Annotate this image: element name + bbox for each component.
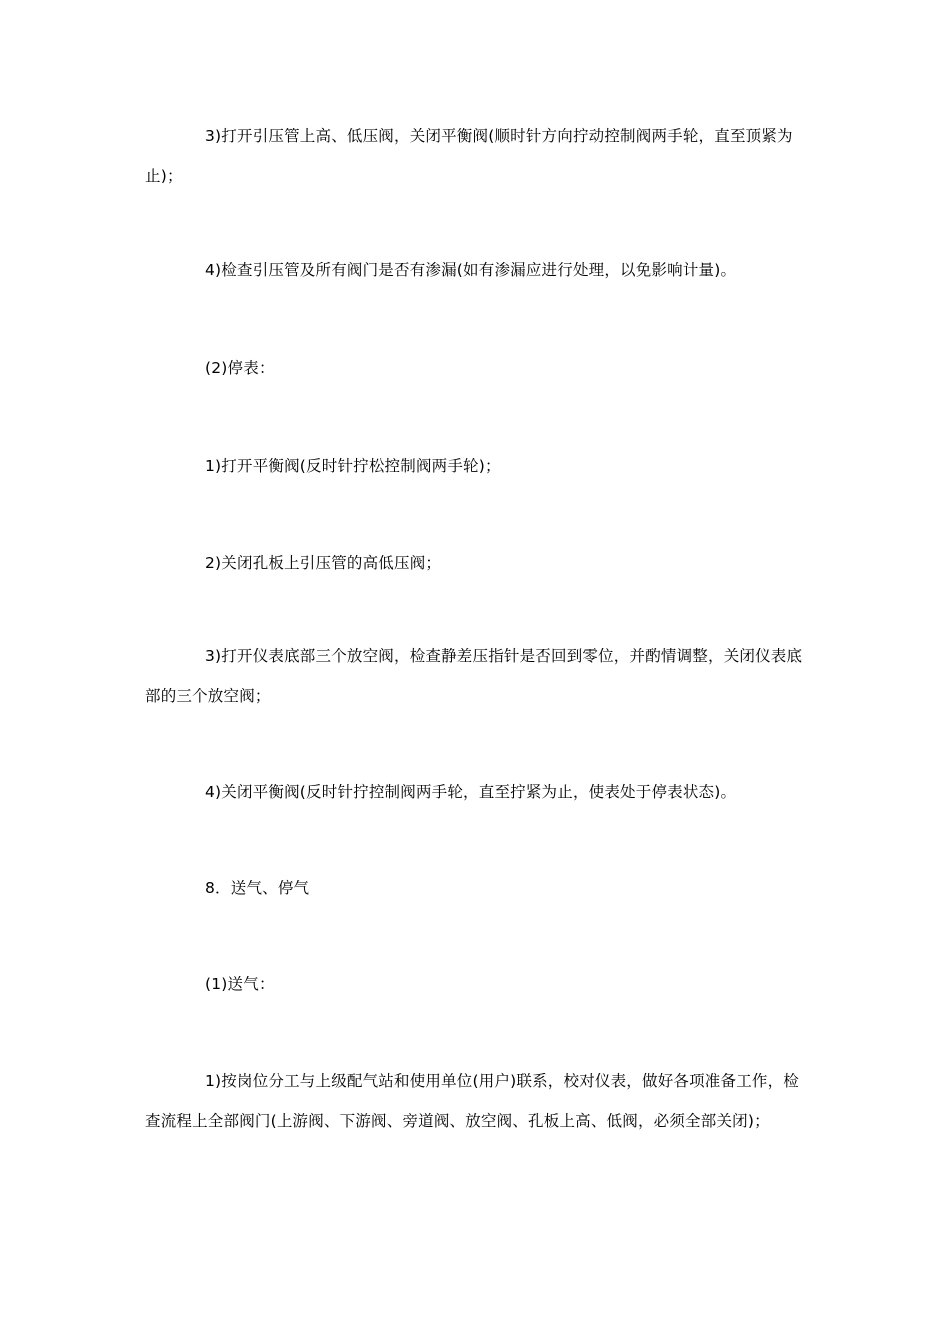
paragraph-open-balance-valve: 1)打开平衡阀(反时针拧松控制阀两手轮)；: [205, 457, 501, 475]
paragraph-close-balance-valve: 4)关闭平衡阀(反时针拧控制阀两手轮，直至拧紧为止，使表处于停表状态)。: [205, 783, 737, 801]
paragraph-stop-meter-heading: (2)停表：: [205, 359, 275, 377]
paragraph-contact-and-check: 1)按岗位分工与上级配气站和使用单位(用户)联系，校对仪表，做好各项准备工作，检查流程上全部阀门(上游阀、下游阀、旁道阀、放空阀、孔板上高、低阀，必须全部关闭)；: [145, 1072, 800, 1130]
paragraph-check-leakage: 4)检查引压管及所有阀门是否有渗漏(如有渗漏应进行处理，以免影响计量)。: [205, 261, 737, 279]
paragraph-close-orifice-valves: 2)关闭孔板上引压管的高低压阀；: [205, 554, 442, 572]
paragraph-open-vent-valves: 3)打开仪表底部三个放空阀，检查静差压指针是否回到零位，并酌情调整，关闭仪表底部的三个放空阀；: [145, 647, 803, 705]
paragraph-gas-supply-heading: (1)送气：: [205, 975, 275, 993]
section-heading-gas-supply: 8．送气、停气: [205, 879, 310, 897]
paragraph-open-pressure-valves: 3)打开引压管上高、低压阀，关闭平衡阀(顺时针方向拧动控制阀两手轮，直至顶紧为止)；: [145, 127, 793, 185]
